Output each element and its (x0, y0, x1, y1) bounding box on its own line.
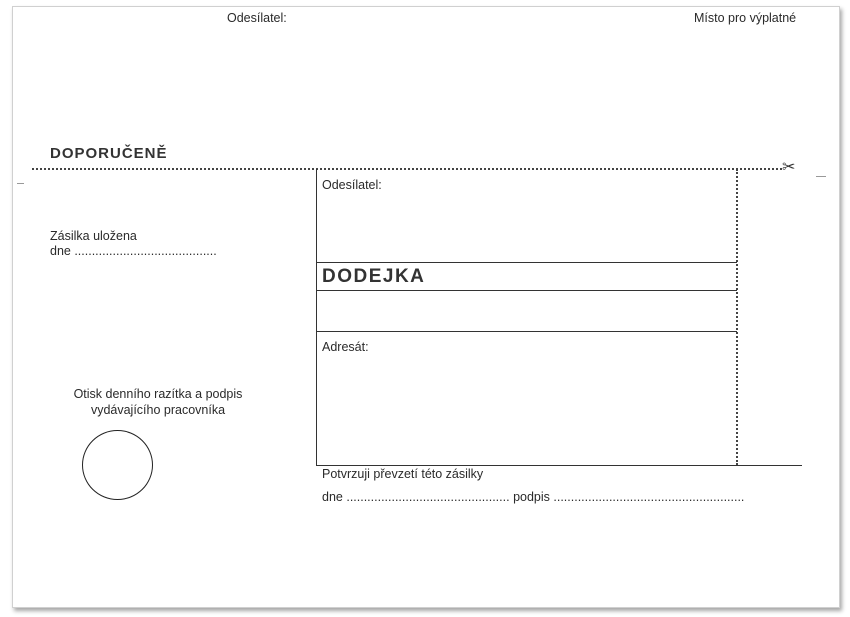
receipt-title: DODEJKA (322, 266, 426, 287)
receipt-divider-2 (316, 290, 737, 291)
receipt-divider-1 (316, 262, 737, 263)
receipt-bottom-line (316, 465, 802, 466)
confirm-text: Potvrzuji převzetí této zásilky (322, 467, 484, 481)
date-dots: ............................................... (346, 490, 510, 504)
fold-mark-right (816, 176, 826, 177)
sender-label-top: Odesílatel: (227, 11, 287, 25)
scissors-icon: ✂ (782, 159, 796, 176)
envelope-sheet (12, 6, 840, 608)
stamp-circle (82, 430, 153, 500)
registered-title: DOPORUČENĚ (50, 145, 168, 162)
receipt-signature-row (322, 490, 744, 504)
deposited-label: Zásilka uložena (50, 229, 137, 243)
date-label: dne (322, 490, 343, 504)
stamp-caption-line1: Otisk denního razítka a podpis (73, 387, 243, 401)
signature-dots: ....................................................... (553, 490, 745, 504)
deposited-date-line: dne ......................................... (50, 244, 217, 258)
perforation-line (32, 168, 782, 170)
addressee-label: Adresát: (322, 340, 369, 354)
stamp-caption-line2: vydávajícího pracovníka (90, 403, 226, 417)
receipt-perforation-right (736, 169, 738, 465)
fold-mark-left (17, 183, 24, 184)
receipt-divider-3 (316, 331, 737, 332)
postage-area-label: Místo pro výplatné (694, 11, 797, 25)
signature-label: podpis (513, 490, 550, 504)
receipt-sender-label: Odesílatel: (322, 178, 382, 192)
receipt-left-border (316, 169, 317, 465)
